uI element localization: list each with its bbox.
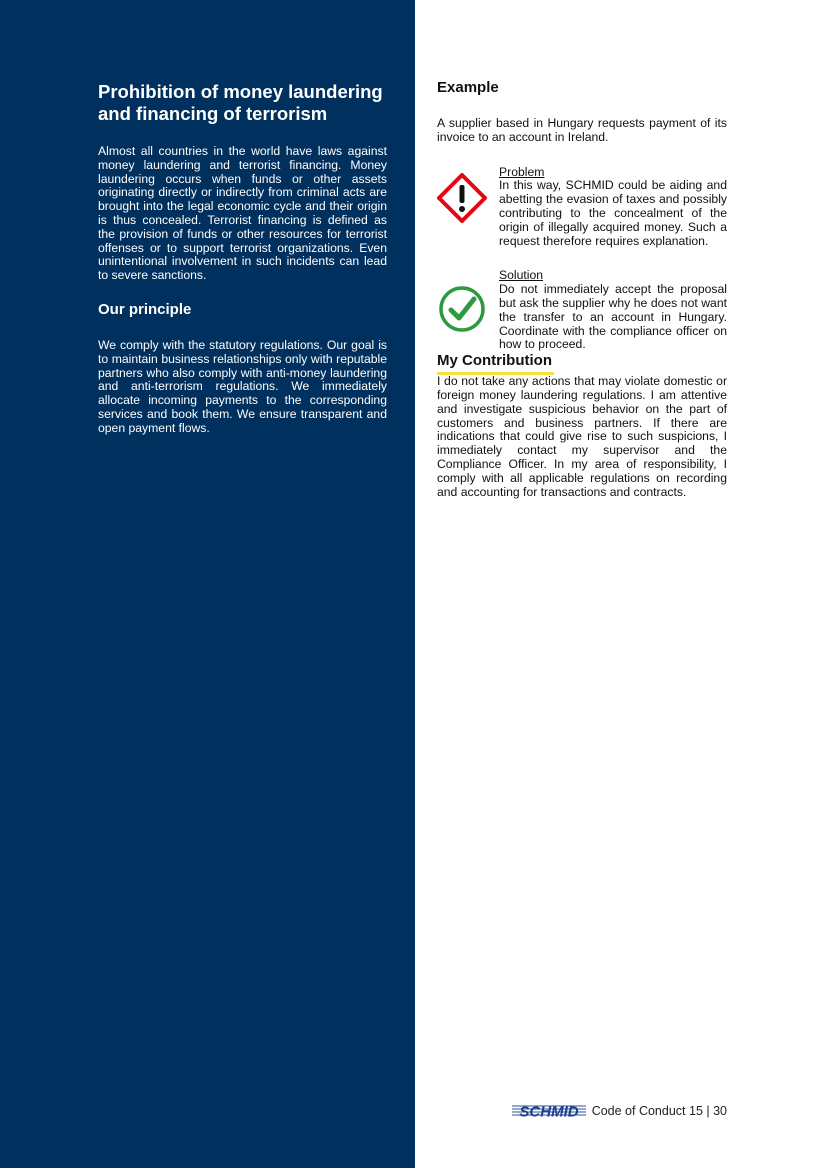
contribution-heading: My Contribution [437,352,554,375]
solution-text: Do not immediately accept the proposal but ask the supplier why he does not want the transfer to an account in Hungary. Coordinate with the compliance officer on how to proceed. [499,282,727,352]
schmid-logo [512,1103,586,1119]
solution-block [437,269,727,352]
principle-paragraph: We comply with the statutory regulations. Our goal is to maintain business relationships only with reputable partners who also comply with anti-money laundering and anti-terrorism regulations. We immediately allocate incoming payments to the corresponding services and book them. We ensure transparent and open payment flows. [98,337,387,435]
right-content [437,79,727,499]
problem-text: In this way, SCHMID could be aiding and abetting the evasion of taxes and possibly contributing to the concealment of the origin of illegally acquired money. Such a request therefore requires explanation. [499,178,727,248]
problem-label: Problem [499,164,545,179]
principle-heading: Our principle [98,300,192,318]
example-paragraph: A supplier based in Hungary requests payment of its invoice to an account in Ireland. [437,116,727,144]
logo-text: SCHMID [519,1103,579,1119]
footer-text: Code of Conduct 15 | 30 [591,1104,727,1118]
left-content [98,81,387,436]
example-heading: Example [437,79,499,96]
check-icon [437,284,487,334]
page-footer [512,1102,727,1120]
intro-paragraph: Almost all countries in the world have laws against money laundering and terrorist financing. Money laundering occurs when funds or other assets originating directly or indirectly from criminal acts are brought into the legal economic cycle and their origin is thus concealed. Terrorist financing is defined as the provision of funds or other resources for terrorist offenses or to support terrorist organizations. Even unintentional involvement in such incidents can lead to severe sanctions. [98,144,387,283]
contribution-paragraph: I do not take any actions that may violate domestic or foreign money laundering regulations. I am attentive and investigate suspicious behavior on the part of customers and business partners. If there are indications that could give rise to such suspicions, I immediately contact my supervisor and the Compliance Officer. In my area of responsibility, I comply with all applicable regulations on recording and accounting for transactions and contracts. [437,374,727,499]
section-title: Prohibition of money laundering and financing of terrorism [98,81,383,124]
problem-block [437,166,727,249]
warning-icon [437,173,487,223]
solution-label: Solution [499,268,544,283]
